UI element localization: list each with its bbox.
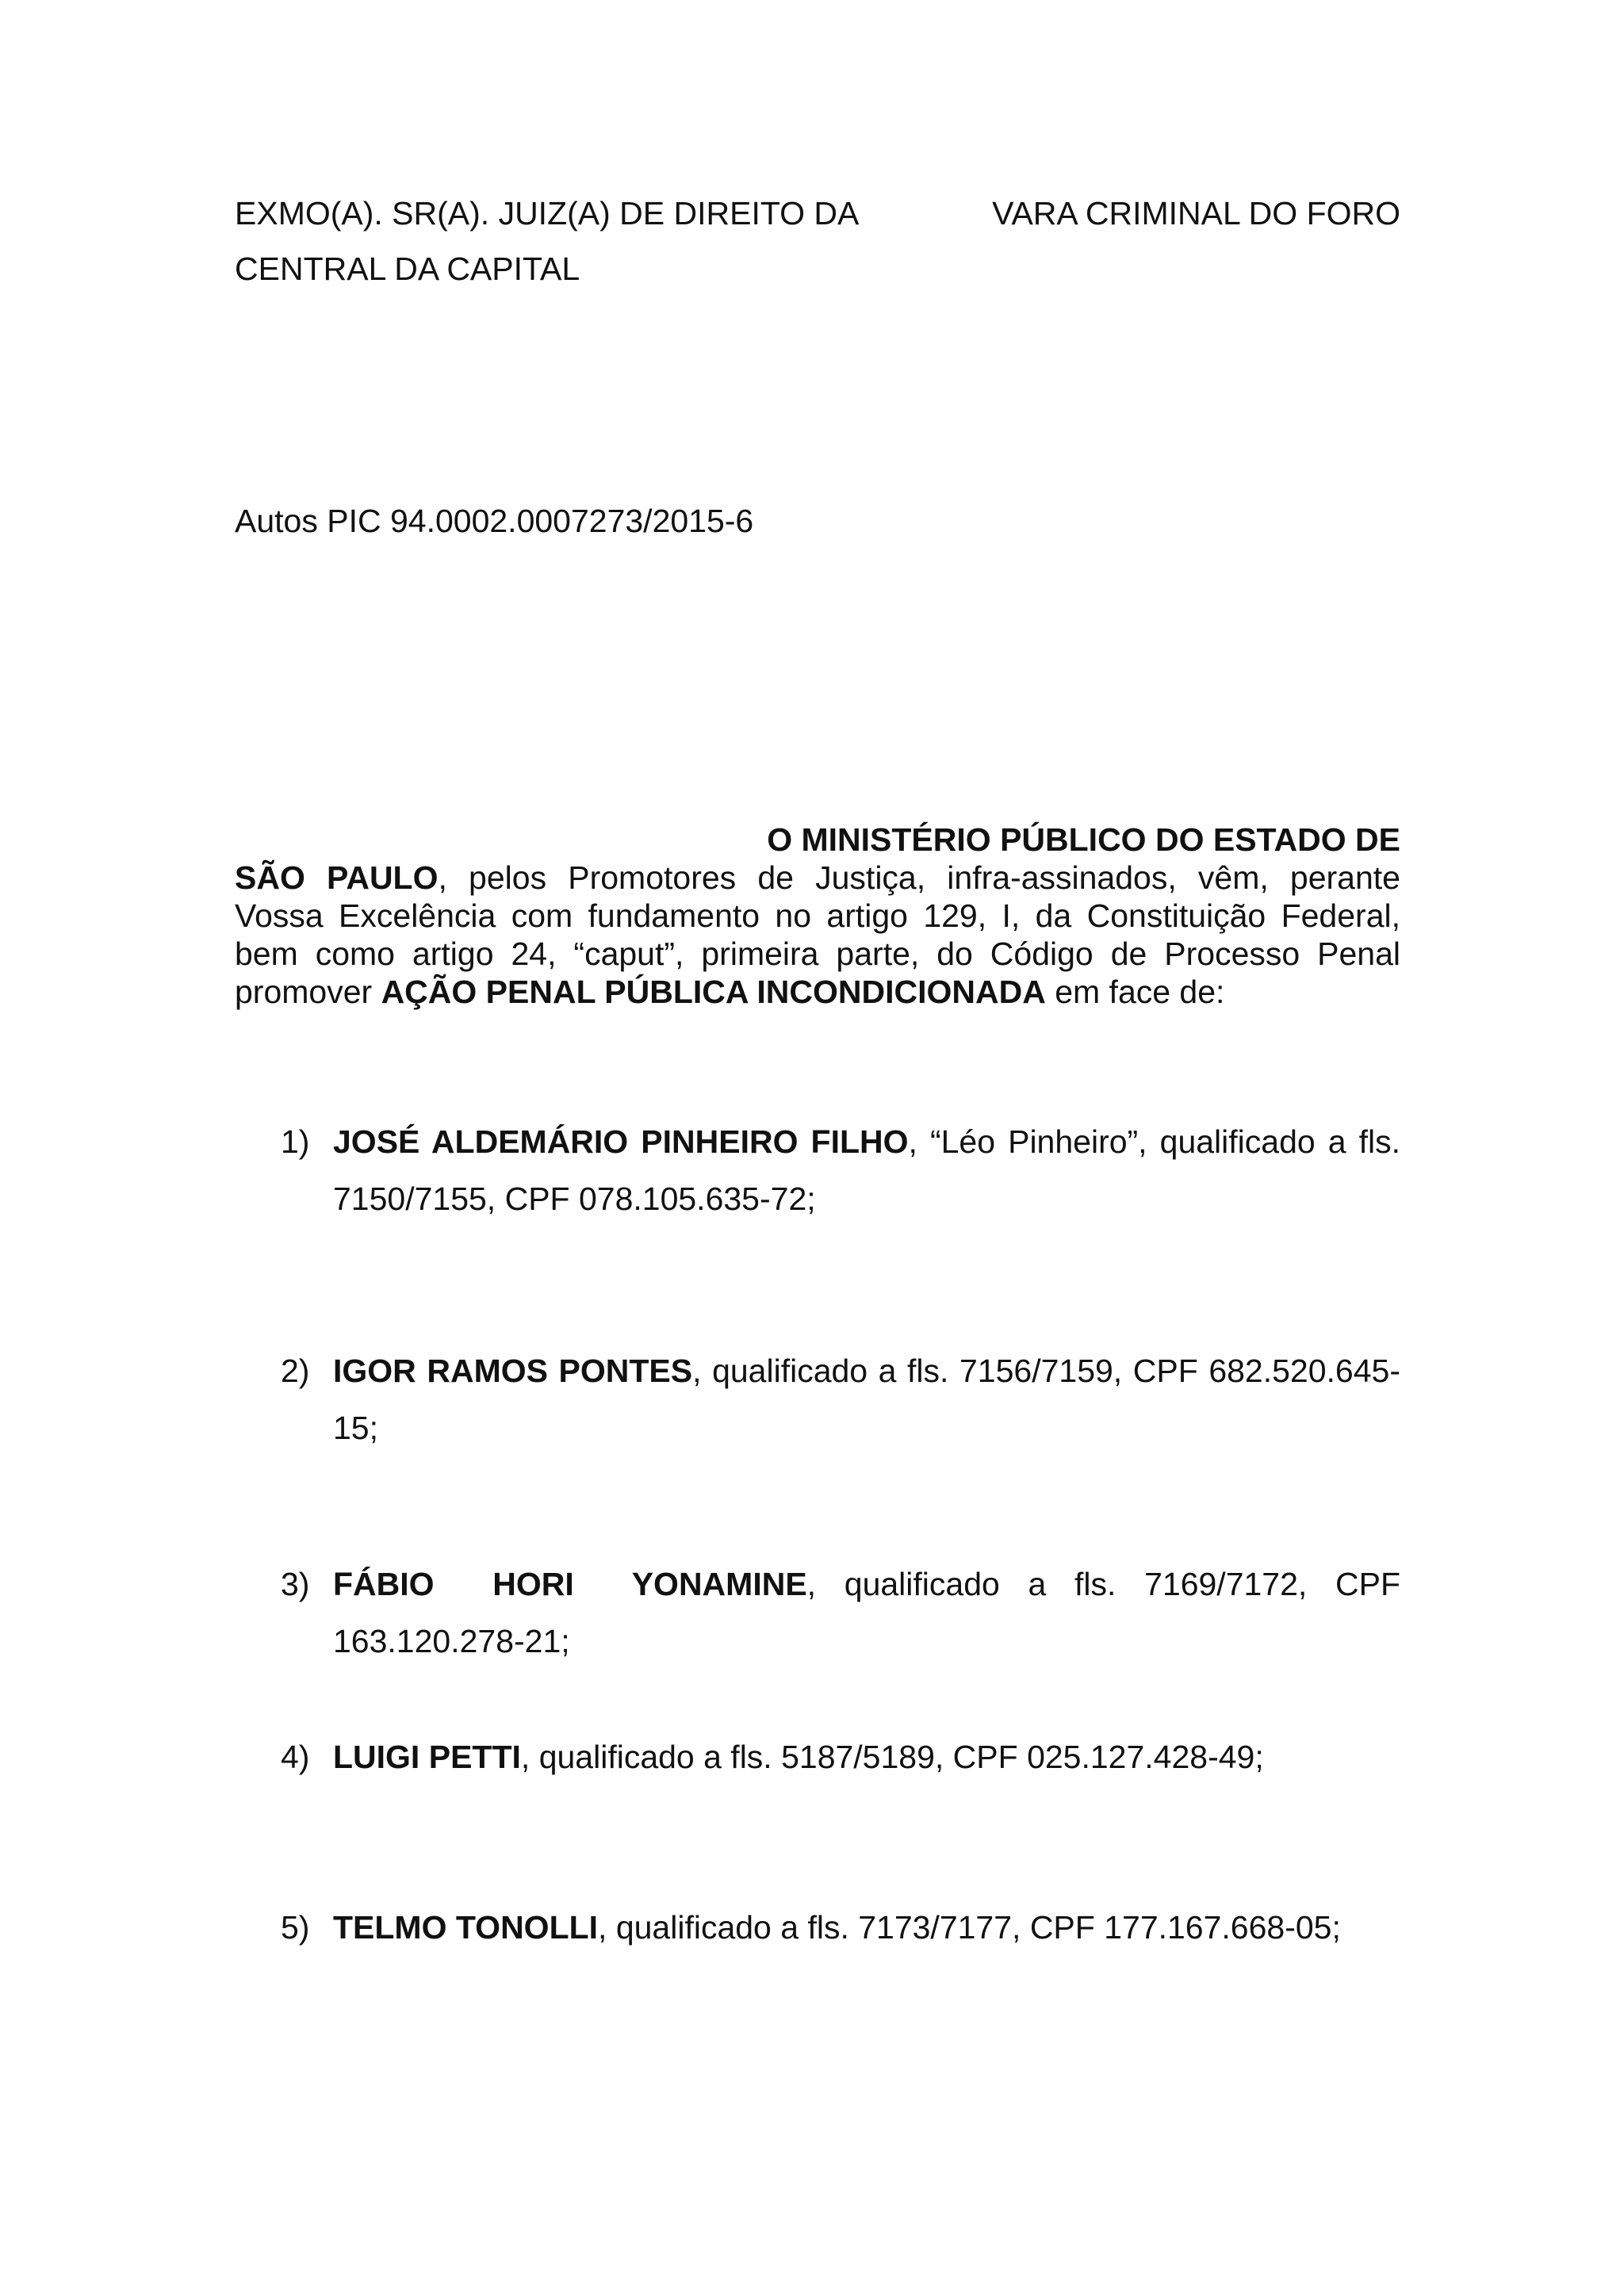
addressing-line-2: CENTRAL DA CAPITAL: [235, 251, 580, 287]
defendant-number: 3): [281, 1566, 310, 1602]
addressing-judge: EXMO(A). SR(A). JUIZ(A) DE DIREITO DA: [235, 195, 860, 232]
defendant-number: 5): [281, 1909, 310, 1946]
defendant-item: [281, 1728, 1400, 1785]
defendant-name: IGOR RAMOS PONTES: [333, 1353, 693, 1389]
intro-line-3: Vossa Excelência com fundamento no artigo 129, I, da Constituição Federal,: [235, 897, 1400, 934]
defendant-details: , qualificado a fls. 5187/5189, CPF 025.127.428-49;: [520, 1739, 1264, 1775]
defendant-details: , qualificado a fls. 7169/7172, CPF: [806, 1566, 1400, 1602]
action-type: AÇÃO PENAL PÚBLICA INCONDICIONADA: [381, 974, 1046, 1010]
court-addressing: [235, 189, 1400, 293]
intro-paragraph: [235, 821, 1400, 1011]
defendant-details: , qualificado a fls. 7156/7159, CPF 682.520.645-: [692, 1353, 1400, 1389]
defendant-number: 1): [281, 1123, 310, 1160]
addressing-court: VARA CRIMINAL DO FORO: [992, 195, 1400, 232]
intro-line-5-end: em face de:: [1045, 974, 1225, 1010]
defendant-line-1: [333, 1556, 1400, 1613]
defendant-item: [281, 1113, 1400, 1227]
defendant-line-2: 15;: [333, 1410, 378, 1446]
intro-line-2-text: , pelos Promotores de Justiça, infra-assinados, vêm, perante: [438, 859, 1400, 896]
case-number: Autos PIC 94.0002.0007273/2015-6: [235, 503, 754, 539]
intro-line-1: [235, 821, 1400, 859]
defendant-details: , qualificado a fls. 7173/7177, CPF 177.167.668-05;: [598, 1909, 1341, 1946]
defendant-details: , “Léo Pinheiro”, qualificado a fls.: [908, 1123, 1400, 1160]
defendant-item: [281, 1342, 1400, 1456]
defendant-line-1: [333, 1342, 1400, 1399]
defendant-line-1: [333, 1113, 1400, 1170]
defendant-name: TELMO TONOLLI: [333, 1909, 599, 1946]
defendant-name: LUIGI PETTI: [333, 1739, 521, 1775]
intro-line-4: bem como artigo 24, “caput”, primeira parte, do Código de Processo Penal: [235, 936, 1400, 972]
addressing-line-1: [235, 189, 1400, 244]
defendant-number: 4): [281, 1739, 310, 1775]
defendant-line-1: [333, 1899, 1400, 1956]
defendant-name: JOSÉ ALDEMÁRIO PINHEIRO FILHO: [333, 1123, 909, 1160]
prosecutor-name: O MINISTÉRIO PÚBLICO DO ESTADO DE: [767, 821, 1400, 858]
defendant-line-2: 7150/7155, CPF 078.105.635-72;: [333, 1181, 816, 1217]
intro-line-2: [235, 859, 1400, 897]
defendant-item: [281, 1556, 1400, 1670]
prosecutor-state: SÃO PAULO: [235, 859, 439, 896]
defendant-name: FÁBIO HORI YONAMINE: [333, 1566, 807, 1602]
intro-line-5-start: promover: [235, 974, 381, 1010]
intro-line-5: [235, 973, 1400, 1011]
defendant-item: [281, 1899, 1400, 1956]
defendant-number: 2): [281, 1353, 310, 1389]
defendant-line-2: 163.120.278-21;: [333, 1623, 570, 1659]
defendant-line-1: [333, 1728, 1400, 1785]
